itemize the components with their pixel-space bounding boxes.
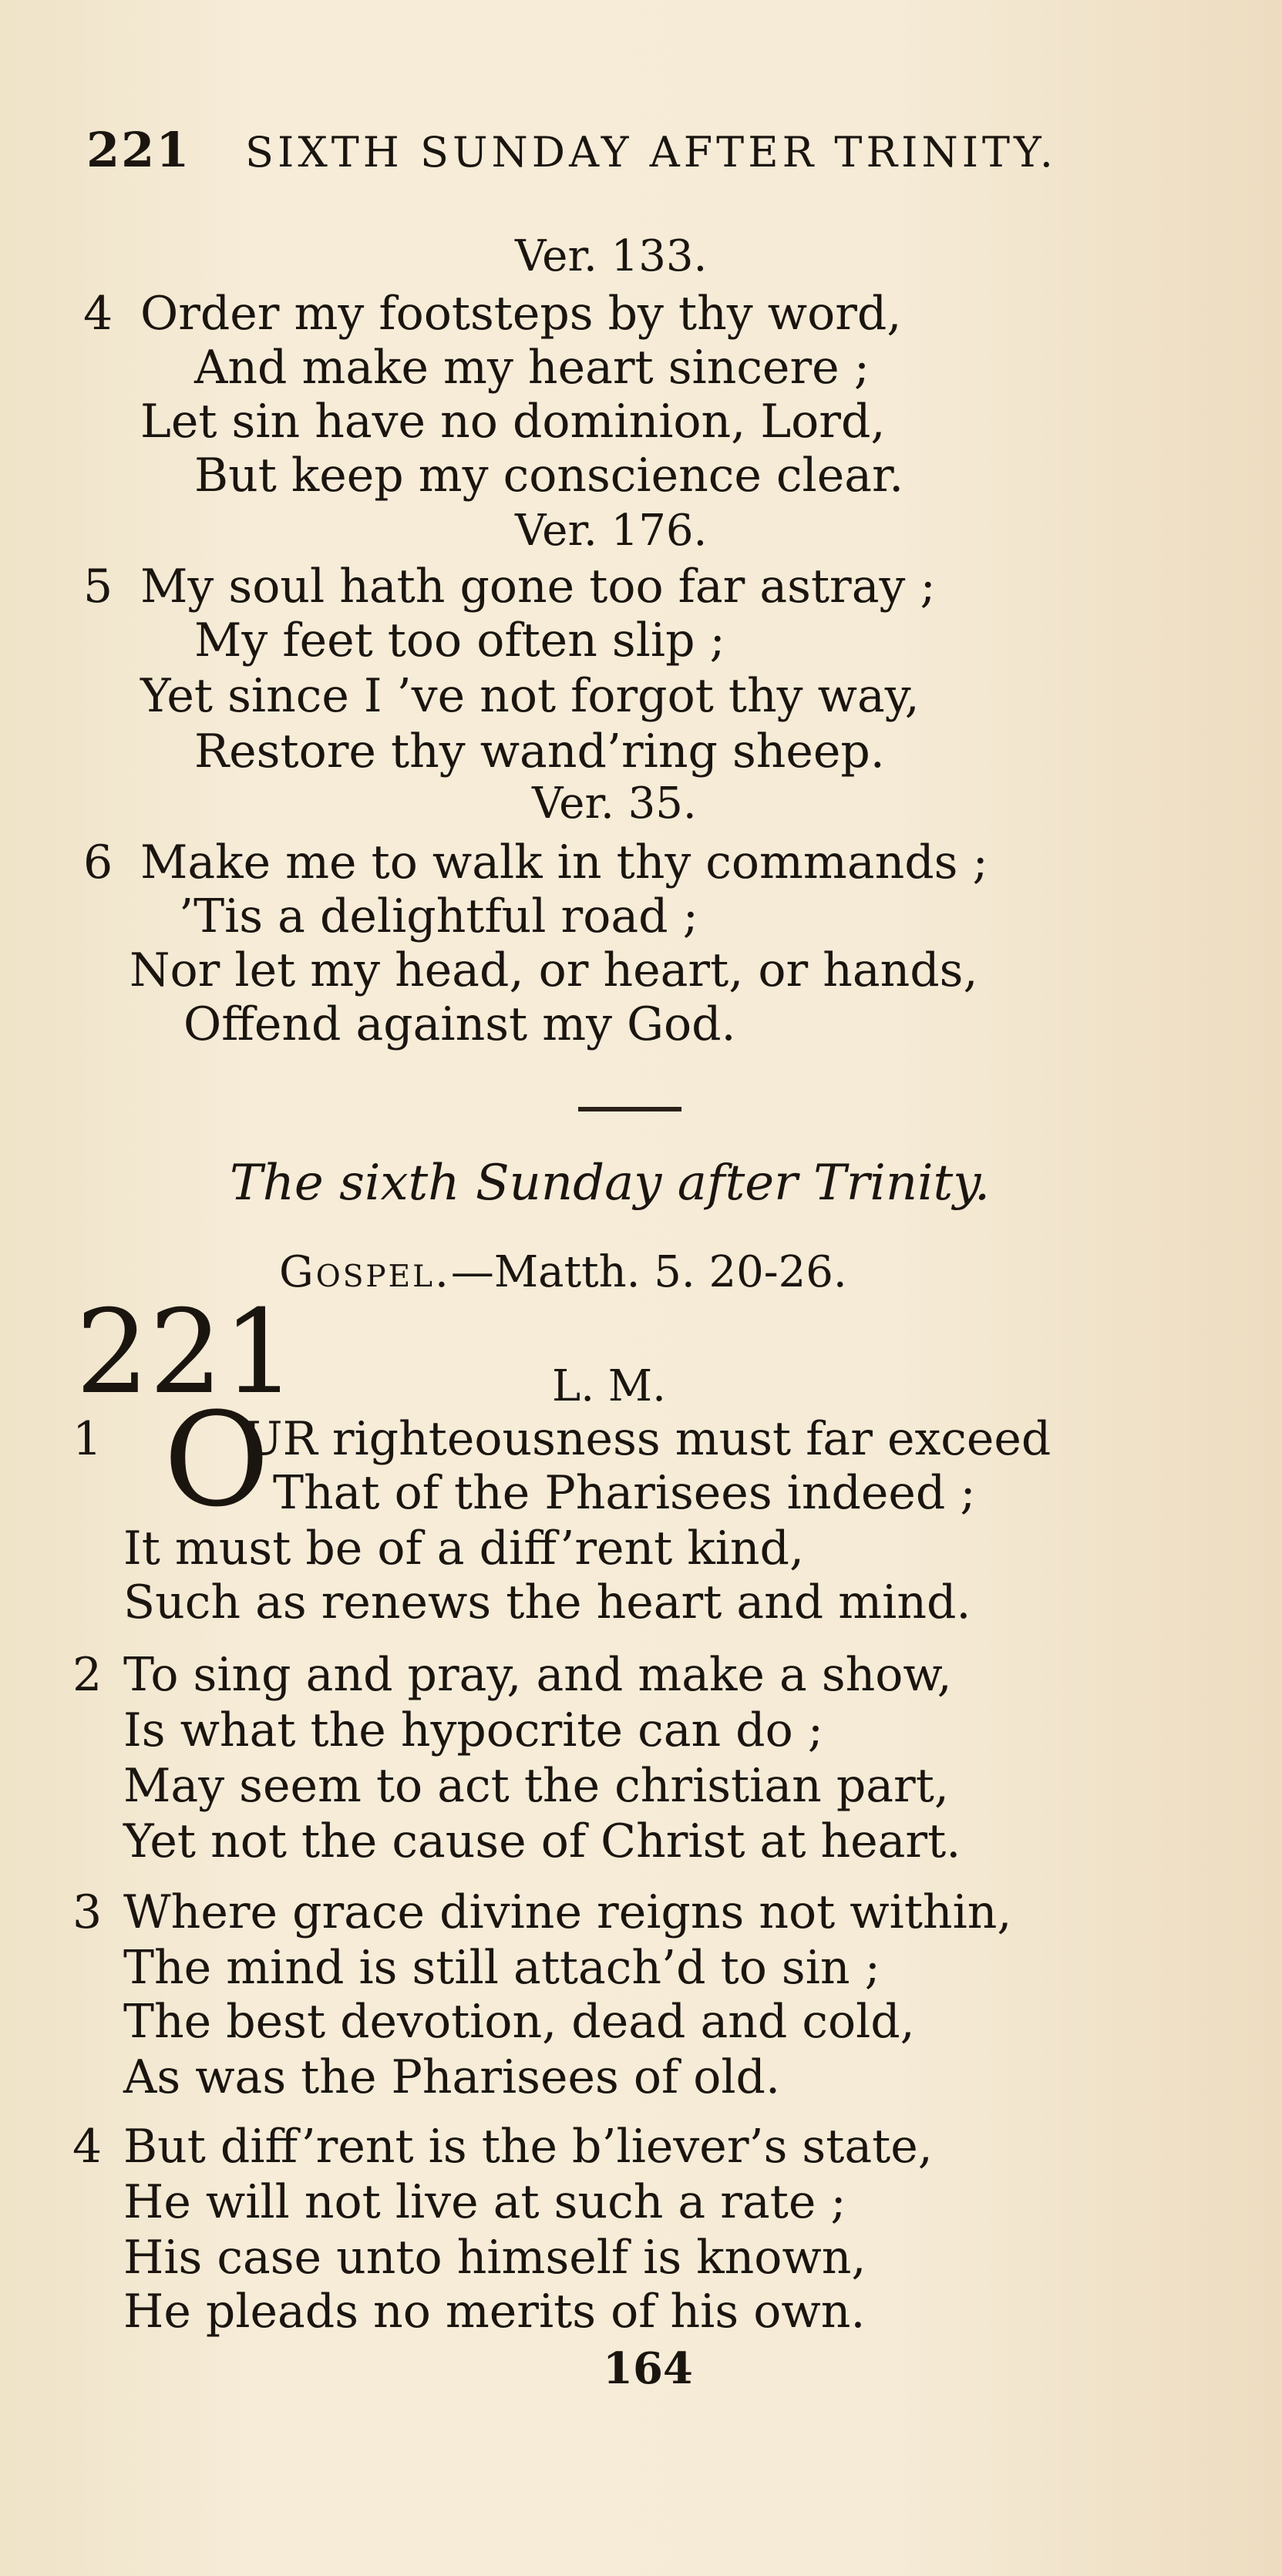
verse-number: 4 — [72, 2120, 103, 2174]
header-running-title: SIXTH SUNDAY AFTER TRINITY. — [245, 128, 1057, 177]
verse-line: And make my heart sincere ; — [194, 341, 870, 395]
verse-line: That of the Pharisees indeed ; — [273, 1466, 976, 1520]
verse-line: Nor let my head, or heart, or hands, — [130, 943, 978, 997]
verse-line: Such as renews the heart and mind. — [123, 1576, 971, 1629]
verse-reference: Ver. 133. — [515, 231, 708, 281]
verse-line: Yet not the cause of Christ at heart. — [123, 1814, 961, 1868]
verse-line: Offend against my God. — [183, 997, 736, 1051]
verse-line: The mind is still attach’d to sin ; — [123, 1941, 880, 1995]
verse-line: He will not live at such a rate ; — [123, 2175, 846, 2229]
verse-reference: Ver. 176. — [515, 506, 708, 556]
header-page-number: 221 — [86, 122, 191, 178]
verse-line: ’Tis a delightful road ; — [179, 889, 698, 943]
signature-mark: 164 — [603, 2343, 693, 2394]
verse-line: My feet too often slip ; — [194, 614, 725, 668]
verse-line: To sing and pray, and make a show, — [123, 1648, 952, 1702]
verse-reference: Ver. 35. — [532, 779, 697, 829]
verse-line: His case unto himself is known, — [123, 2231, 866, 2285]
hymn-number: 221 — [76, 1286, 297, 1420]
verse-line: Where grace divine reigns not within, — [123, 1885, 1012, 1939]
drop-cap: O — [163, 1384, 270, 1535]
gospel-reference: —Matth. 5. 20-26. — [450, 1247, 847, 1297]
verse-line: Is what the hypocrite can do ; — [123, 1703, 823, 1757]
verse-number: 3 — [72, 1885, 103, 1939]
verse-line: Make me to walk in thy commands ; — [140, 836, 988, 889]
verse-line: It must be of a diff’rent kind, — [123, 1522, 805, 1576]
verse-line: Restore thy wand’ring sheep. — [194, 725, 885, 779]
gospel-label: Gospel. — [279, 1247, 451, 1297]
verse-number: 1 — [72, 1412, 103, 1466]
verse-number: 2 — [72, 1648, 103, 1702]
hymn-meter: L. M. — [552, 1361, 666, 1411]
verse-line: But keep my conscience clear. — [194, 449, 904, 503]
verse-number: 5 — [83, 560, 113, 614]
verse-number: 4 — [83, 287, 113, 341]
verse-line: But diff’rent is the b’liever’s state, — [123, 2120, 933, 2174]
verse-line: UR righteousness must far exceed — [244, 1412, 1052, 1466]
verse-line: Let sin have no dominion, Lord, — [140, 395, 886, 449]
verse-line: He pleads no merits of his own. — [123, 2285, 866, 2339]
section-divider — [578, 1107, 681, 1111]
section-title: The sixth Sunday after Trinity. — [230, 1155, 991, 1212]
verse-line: Order my footsteps by thy word, — [140, 287, 902, 341]
verse-line: The best devotion, dead and cold, — [123, 1995, 915, 2049]
verse-line: As was the Pharisees of old. — [123, 2050, 781, 2104]
gospel-reference-line — [279, 1247, 847, 1297]
verse-number: 6 — [83, 836, 113, 889]
verse-line: Yet since I ’ve not forgot thy way, — [140, 669, 920, 723]
verse-line: My soul hath gone too far astray ; — [140, 560, 936, 614]
verse-line: May seem to act the christian part, — [123, 1759, 949, 1813]
